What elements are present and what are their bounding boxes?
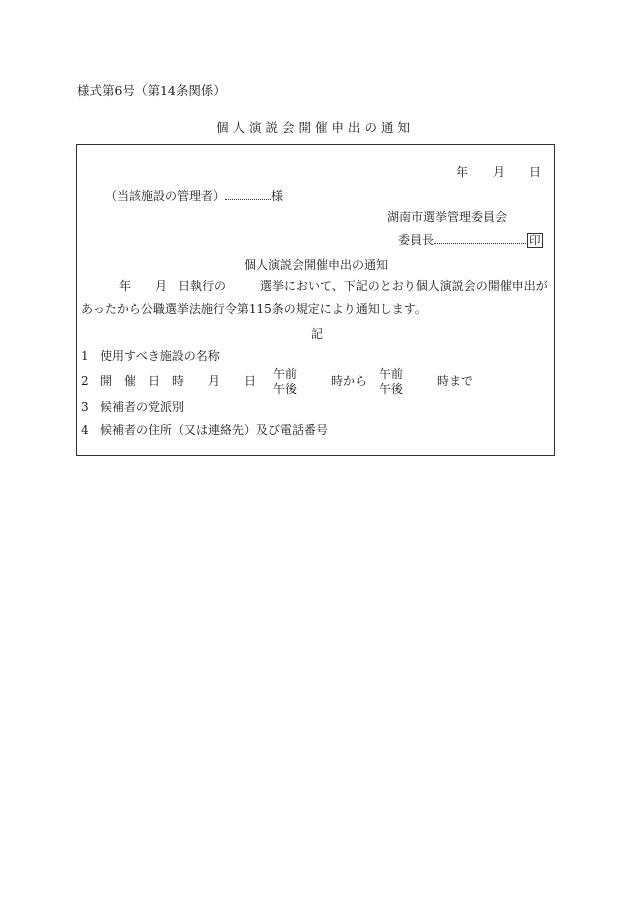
- addressee-blank: [225, 189, 271, 200]
- notice-frame: [76, 144, 555, 456]
- addressee-honorific: 様: [271, 189, 284, 203]
- item-2-until: 時まで: [437, 374, 474, 388]
- date-day: 日: [529, 165, 542, 179]
- item-1-number: 1: [81, 349, 89, 363]
- item-2-number: 2: [81, 374, 89, 388]
- item-1-text: 使用すべき施設の名称: [100, 349, 220, 363]
- pm-label-start: 午後: [273, 382, 298, 396]
- body-year: 年: [119, 279, 132, 293]
- item-2-ampm-start: [273, 367, 297, 397]
- pm-label-end: 午後: [379, 382, 404, 396]
- date-month: 月: [493, 165, 506, 179]
- item-2-day: 日: [244, 374, 257, 388]
- item-2-ampm-end: [379, 367, 403, 397]
- am-label-start: 午前: [273, 367, 298, 381]
- item-4-number: 4: [81, 423, 89, 437]
- item-2-label: 開 催 日 時: [100, 374, 185, 388]
- ki-heading: 記: [311, 327, 324, 341]
- body-month: 月: [155, 279, 168, 293]
- date-year: 年: [456, 165, 469, 179]
- item-3-text: 候補者の党派別: [100, 400, 185, 414]
- addressee-label: （当該施設の管理者）: [105, 189, 226, 203]
- issuer-signature-line: [398, 233, 543, 248]
- am-label-end: 午前: [379, 367, 404, 381]
- issuer-organization: 湖南市選挙管理委員会: [387, 210, 508, 224]
- form-number-label: 様式第6号（第14条関係）: [77, 83, 226, 98]
- notice-title: 個人演説会開催申出の通知: [244, 258, 389, 272]
- body-day-executed: 日執行の: [178, 279, 227, 293]
- issuer-name-blank: [434, 233, 526, 244]
- item-4-text: 候補者の住所（又は連絡先）及び電話番号: [100, 423, 329, 437]
- issuer-role: 委員長: [398, 233, 435, 247]
- addressee-line: [105, 189, 283, 202]
- item-2-month: 月: [208, 374, 221, 388]
- item-3-number: 3: [81, 400, 89, 414]
- item-2-from: 時から: [331, 374, 368, 388]
- seal-mark: 印: [529, 233, 541, 247]
- body-line1-rest: 選挙において、下記のとおり個人演説会の開催申出が: [260, 279, 548, 293]
- body-line2: あったから公職選挙法施行令第115条の規定により通知します。: [81, 302, 427, 316]
- document-title: 個人演説会開催申出の通知: [215, 120, 414, 135]
